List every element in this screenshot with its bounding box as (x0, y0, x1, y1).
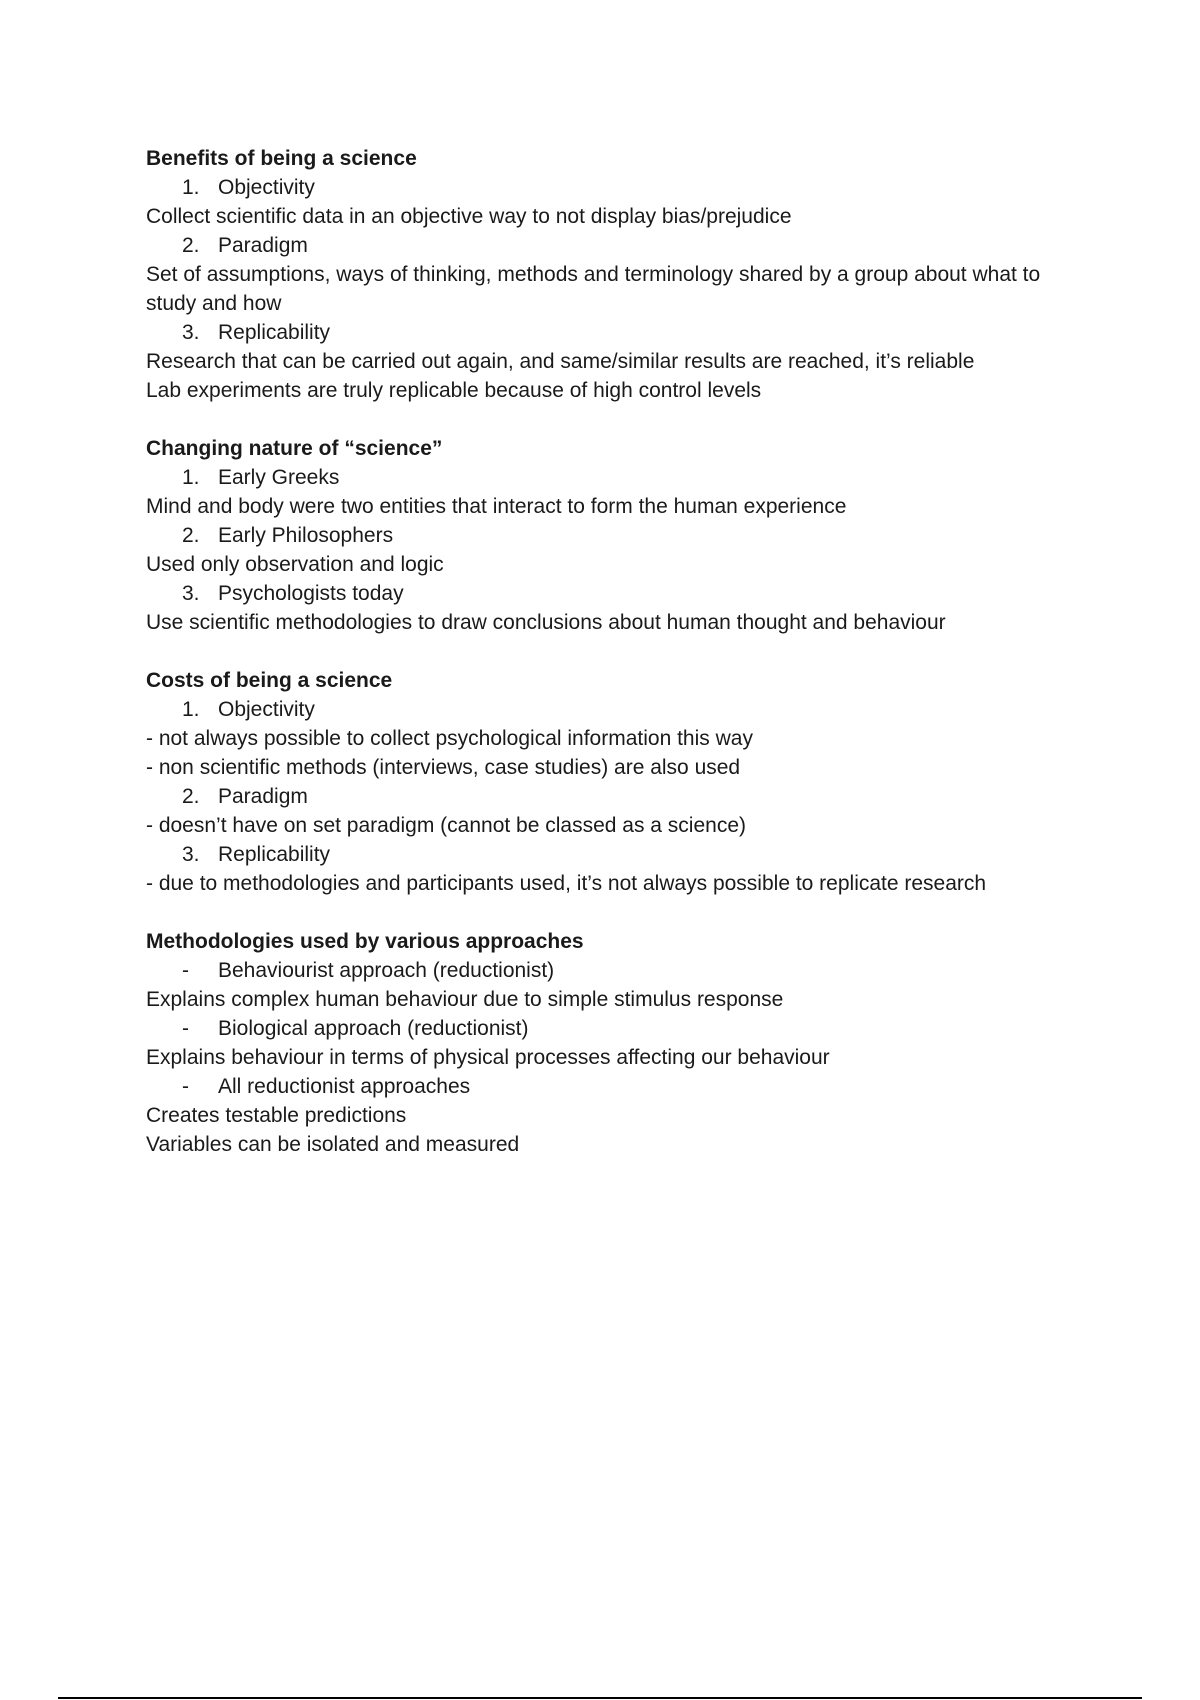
list-item-text: Paradigm (218, 234, 308, 257)
list-item-label (146, 173, 1086, 202)
list-item-label (146, 1014, 1086, 1043)
body-text: - not always possible to collect psychological information this way (146, 727, 753, 750)
body-text: Variables can be isolated and measured (146, 1133, 520, 1156)
list-item-text: Biological approach (reductionist) (218, 1017, 529, 1040)
list-marker: 3. (182, 321, 200, 344)
section-benefits (146, 144, 1086, 405)
list-marker: 3. (182, 582, 200, 605)
body-text: Explains behaviour in terms of physical processes affecting our behaviour (146, 1046, 830, 1069)
body-text: Research that can be carried out again, and same/similar results are reached, it’s reliable (146, 350, 975, 373)
list-item-label (146, 782, 1086, 811)
section-changing-nature (146, 434, 1086, 637)
list-marker: - (182, 1017, 189, 1040)
page-bottom-rule (58, 1697, 1142, 1699)
list-item-text: Objectivity (218, 698, 315, 721)
body-text: Mind and body were two entities that interact to form the human experience (146, 495, 847, 518)
section-methodologies (146, 927, 1086, 1159)
section-heading: Costs of being a science (146, 669, 393, 692)
list-marker: - (182, 959, 189, 982)
list-marker: 1. (182, 466, 200, 489)
list-marker: 2. (182, 524, 200, 547)
list-item-label (146, 840, 1086, 869)
body-text: Creates testable predictions (146, 1104, 407, 1127)
body-text: Explains complex human behaviour due to simple stimulus response (146, 988, 784, 1011)
list-item-text: Replicability (218, 843, 331, 866)
list-item-label (146, 1072, 1086, 1101)
list-marker: 1. (182, 698, 200, 721)
list-item-text: Early Philosophers (218, 524, 394, 547)
list-marker: 2. (182, 234, 200, 257)
section-heading: Methodologies used by various approaches (146, 930, 584, 953)
body-text: Use scientific methodologies to draw conclusions about human thought and behaviour (146, 611, 946, 634)
list-item-label (146, 579, 1086, 608)
body-text: Set of assumptions, ways of thinking, methods and terminology shared by a group about what to study and how (146, 263, 1041, 315)
list-item-text: Paradigm (218, 785, 308, 808)
list-marker: 3. (182, 843, 200, 866)
body-text: - due to methodologies and participants used, it’s not always possible to replicate research (146, 872, 987, 895)
list-marker: 2. (182, 785, 200, 808)
section-heading: Changing nature of “science” (146, 437, 443, 460)
body-text: Lab experiments are truly replicable because of high control levels (146, 379, 762, 402)
list-item-text: Behaviourist approach (reductionist) (218, 959, 555, 982)
list-item-text: Early Greeks (218, 466, 340, 489)
list-item-label (146, 318, 1086, 347)
body-text: Used only observation and logic (146, 553, 444, 576)
body-text: Collect scientific data in an objective way to not display bias/prejudice (146, 205, 792, 228)
list-item-text: Psychologists today (218, 582, 404, 605)
list-item-label (146, 695, 1086, 724)
list-item-label (146, 521, 1086, 550)
list-item-label (146, 956, 1086, 985)
list-item-text: Replicability (218, 321, 331, 344)
document-page (146, 144, 1086, 1188)
list-marker: 1. (182, 176, 200, 199)
list-item-text: Objectivity (218, 176, 315, 199)
list-item-label (146, 231, 1086, 260)
section-costs (146, 666, 1086, 898)
body-text: - non scientific methods (interviews, case studies) are also used (146, 756, 741, 779)
body-text: - doesn’t have on set paradigm (cannot be classed as a science) (146, 814, 747, 837)
list-item-text: All reductionist approaches (218, 1075, 471, 1098)
list-item-label (146, 463, 1086, 492)
list-marker: - (182, 1075, 189, 1098)
section-heading: Benefits of being a science (146, 147, 417, 170)
